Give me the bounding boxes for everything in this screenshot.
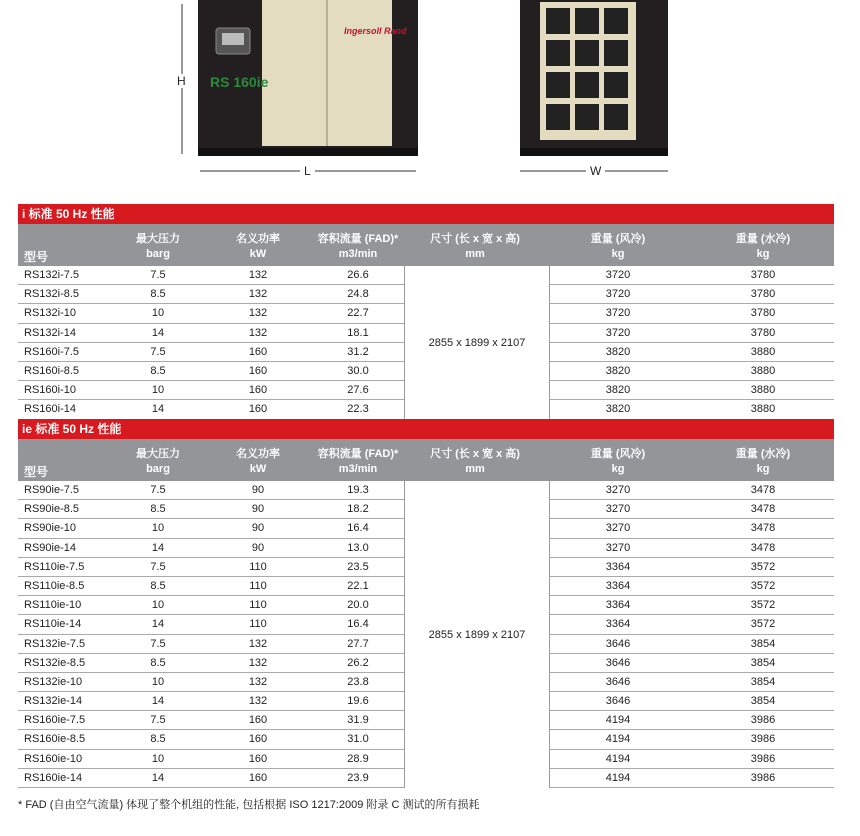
section-ie-title: ie 标准 50 Hz 性能 <box>18 419 834 439</box>
cell-model: RS90ie-10 <box>24 522 76 535</box>
cell-flow: 26.6 <box>347 269 369 281</box>
cell-pressure: 10 <box>151 384 165 397</box>
cell-model: RS132i-8.5 <box>24 288 80 301</box>
cell-power: 160 <box>248 714 268 727</box>
header-pressure-unit: barg <box>146 248 170 260</box>
cell-power: 110 <box>249 560 267 573</box>
cell-pressure: 8.5 <box>150 503 166 516</box>
compressor-drawing <box>0 0 860 200</box>
cell-flow: 20.0 <box>347 599 369 612</box>
header-pressure-unit: barg <box>146 463 170 475</box>
cell-flow: 22.1 <box>347 579 369 592</box>
cell-flow: 31.0 <box>347 733 369 746</box>
cell-flow: 23.5 <box>347 560 369 573</box>
cell-pressure: 7.5 <box>150 345 166 358</box>
cell-pressure: 8.5 <box>150 656 166 669</box>
cell-weight-water: 3572 <box>750 599 776 612</box>
cell-model: RS90ie-14 <box>24 541 76 554</box>
cell-power: 90 <box>251 484 265 496</box>
table-ie-body <box>18 481 834 788</box>
header-dims: 尺寸 (长 x 宽 x 高) <box>430 448 520 460</box>
cell-power: 132 <box>248 637 268 650</box>
cell-pressure: 14 <box>151 403 165 416</box>
header-weight-water: 重量 (水冷) <box>735 448 791 460</box>
header-weight-water-unit: kg <box>756 463 770 475</box>
cell-power: 160 <box>248 752 268 765</box>
cell-pressure: 8.5 <box>150 288 166 301</box>
cell-weight-air: 3364 <box>605 599 631 612</box>
cell-weight-air: 3820 <box>605 384 631 397</box>
model-badge: RS 160ie <box>210 74 269 90</box>
cell-flow: 31.9 <box>347 714 369 727</box>
cell-weight-air: 3820 <box>605 364 631 377</box>
cell-weight-air: 4194 <box>605 714 631 727</box>
cell-model: RS160ie-14 <box>24 771 83 784</box>
cell-flow: 30.0 <box>347 364 369 377</box>
dimension-l-label: L <box>300 164 315 178</box>
cell-power: 160 <box>248 345 268 358</box>
cell-power: 160 <box>248 384 268 397</box>
cell-model: RS132ie-10 <box>24 675 83 688</box>
cell-model: RS132i-7.5 <box>24 269 80 281</box>
cell-flow: 13.0 <box>347 541 369 554</box>
cell-power: 132 <box>248 326 268 339</box>
header-weight-air-unit: kg <box>611 248 625 260</box>
cell-weight-air: 4194 <box>605 771 631 784</box>
cell-weight-air: 3270 <box>605 503 631 516</box>
cell-weight-water: 3780 <box>750 326 776 339</box>
cell-weight-water: 3572 <box>750 618 776 631</box>
header-flow: 容积流量 (FAD)* <box>317 448 399 460</box>
cell-model: RS132i-10 <box>24 307 76 320</box>
cell-power: 110 <box>249 599 267 612</box>
cell-pressure: 7.5 <box>150 714 166 727</box>
cell-flow: 28.9 <box>347 752 369 765</box>
table-ie <box>18 419 834 788</box>
cell-model: RS160i-7.5 <box>24 345 80 358</box>
cell-weight-air: 3646 <box>605 637 631 650</box>
cell-weight-water: 3854 <box>750 637 776 650</box>
cell-model: RS132ie-14 <box>24 695 83 708</box>
cell-flow: 18.1 <box>347 326 369 339</box>
cell-pressure: 14 <box>151 326 165 339</box>
dimensions-cell: 2855 x 1899 x 2107 <box>404 266 550 420</box>
cell-power: 160 <box>248 364 268 377</box>
cell-flow: 16.4 <box>347 522 369 535</box>
dimensions-cell: 2855 x 1899 x 2107 <box>404 481 550 788</box>
cell-weight-water: 3478 <box>750 484 776 496</box>
cell-weight-water: 3478 <box>750 503 776 516</box>
cell-weight-air: 3720 <box>605 307 631 320</box>
table-ie-header <box>18 439 834 481</box>
header-model: 型号 <box>24 465 49 479</box>
cell-model: RS90ie-7.5 <box>24 484 80 496</box>
cell-flow: 22.7 <box>347 307 369 320</box>
cell-weight-air: 3364 <box>605 618 631 631</box>
cell-flow: 22.3 <box>347 403 369 416</box>
table-i <box>18 204 834 420</box>
cell-flow: 23.9 <box>347 771 369 784</box>
cell-flow: 27.6 <box>347 384 369 397</box>
footnote: * FAD (自由空气流量) 体现了整个机组的性能, 包括根据 ISO 1217:2009 附录 C 测试的所有损耗 <box>18 799 480 811</box>
cell-model: RS160i-14 <box>24 403 76 416</box>
cell-model: RS160ie-7.5 <box>24 714 86 727</box>
section-i-title: i 标准 50 Hz 性能 <box>18 204 834 224</box>
dimension-h-label: H <box>177 74 186 88</box>
cell-power: 160 <box>248 403 268 416</box>
cell-power: 132 <box>248 656 268 669</box>
cell-weight-water: 3572 <box>750 560 776 573</box>
header-power-unit: kW <box>249 248 267 260</box>
header-weight-water: 重量 (水冷) <box>735 233 791 245</box>
cell-power: 90 <box>251 522 265 535</box>
header-dims-unit: mm <box>465 463 485 475</box>
cell-pressure: 10 <box>151 307 165 320</box>
cell-model: RS110ie-10 <box>24 599 82 612</box>
cell-weight-water: 3780 <box>750 307 776 320</box>
cell-pressure: 7.5 <box>150 269 166 281</box>
cell-weight-air: 3820 <box>605 403 631 416</box>
cell-weight-water: 3478 <box>750 541 776 554</box>
cell-weight-water: 3986 <box>750 714 776 727</box>
cell-weight-water: 3880 <box>750 384 776 397</box>
cell-power: 132 <box>248 269 268 281</box>
cell-power: 160 <box>248 733 268 746</box>
header-flow-unit: m3/min <box>338 248 378 260</box>
header-dims: 尺寸 (长 x 宽 x 高) <box>430 233 520 245</box>
cell-flow: 31.2 <box>347 345 369 358</box>
cell-model: RS132i-14 <box>24 326 76 339</box>
header-weight-air: 重量 (风冷) <box>590 448 646 460</box>
header-pressure: 最大压力 <box>136 233 180 245</box>
cell-weight-water: 3854 <box>750 656 776 669</box>
cell-pressure: 10 <box>151 522 165 535</box>
cell-pressure: 7.5 <box>150 637 166 650</box>
cell-pressure: 8.5 <box>150 364 166 377</box>
cell-pressure: 10 <box>151 752 165 765</box>
header-model: 型号 <box>24 250 49 264</box>
cell-model: RS110ie-7.5 <box>24 560 85 573</box>
dimension-w-label: W <box>586 164 605 178</box>
cell-weight-air: 3270 <box>605 484 631 496</box>
cell-weight-water: 3780 <box>750 269 776 281</box>
cell-weight-water: 3854 <box>750 695 776 708</box>
cell-weight-air: 3270 <box>605 522 631 535</box>
cell-weight-air: 3646 <box>605 695 631 708</box>
cell-weight-water: 3854 <box>750 675 776 688</box>
cell-weight-water: 3780 <box>750 288 776 301</box>
header-flow-unit: m3/min <box>338 463 378 475</box>
cell-model: RS110ie-8.5 <box>24 579 85 592</box>
cell-model: RS90ie-8.5 <box>24 503 80 516</box>
cell-weight-water: 3986 <box>750 733 776 746</box>
cell-model: RS160i-10 <box>24 384 76 397</box>
product-figure <box>0 0 860 200</box>
cell-weight-water: 3880 <box>750 364 776 377</box>
cell-model: RS160i-8.5 <box>24 364 80 377</box>
cell-flow: 24.8 <box>347 288 369 301</box>
cell-flow: 18.2 <box>347 503 369 516</box>
cell-pressure: 14 <box>151 618 165 631</box>
cell-pressure: 7.5 <box>150 484 166 496</box>
header-dims-unit: mm <box>465 248 485 260</box>
cell-weight-water: 3880 <box>750 345 776 358</box>
brand-logo: Ingersoll Rand <box>344 26 407 36</box>
cell-weight-water: 3880 <box>750 403 776 416</box>
cell-weight-air: 3646 <box>605 656 631 669</box>
cell-weight-water: 3986 <box>750 752 776 765</box>
cell-flow: 27.7 <box>347 637 369 650</box>
cell-pressure: 8.5 <box>150 733 166 746</box>
cell-weight-water: 3986 <box>750 771 776 784</box>
cell-weight-air: 3646 <box>605 675 631 688</box>
cell-pressure: 14 <box>151 771 165 784</box>
cell-weight-air: 3720 <box>605 269 631 281</box>
cell-pressure: 14 <box>151 695 165 708</box>
cell-flow: 23.8 <box>347 675 369 688</box>
cell-weight-air: 4194 <box>605 752 631 765</box>
cell-power: 132 <box>248 288 268 301</box>
cell-power: 90 <box>251 503 265 516</box>
header-power: 名义功率 <box>236 233 280 245</box>
header-flow: 容积流量 (FAD)* <box>317 233 399 245</box>
cell-flow: 19.6 <box>347 695 369 708</box>
cell-pressure: 10 <box>151 599 165 612</box>
cell-weight-air: 3720 <box>605 326 631 339</box>
cell-pressure: 10 <box>151 675 165 688</box>
cell-power: 132 <box>248 675 268 688</box>
cell-model: RS132ie-8.5 <box>24 656 86 669</box>
cell-model: RS160ie-10 <box>24 752 83 765</box>
cell-weight-air: 3364 <box>605 560 631 573</box>
cell-model: RS110ie-14 <box>24 618 82 631</box>
cell-power: 110 <box>249 618 267 631</box>
cell-weight-air: 3720 <box>605 288 631 301</box>
header-power-unit: kW <box>249 463 267 475</box>
header-weight-air: 重量 (风冷) <box>590 233 646 245</box>
cell-flow: 16.4 <box>347 618 369 631</box>
table-i-header <box>18 224 834 266</box>
cell-pressure: 8.5 <box>150 579 166 592</box>
header-weight-water-unit: kg <box>756 248 770 260</box>
cell-power: 132 <box>248 695 268 708</box>
cell-power: 90 <box>251 541 265 554</box>
cell-weight-water: 3478 <box>750 522 776 535</box>
cell-flow: 26.2 <box>347 656 369 669</box>
cell-weight-air: 3364 <box>605 579 631 592</box>
header-power: 名义功率 <box>236 448 280 460</box>
cell-weight-air: 3270 <box>605 541 631 554</box>
cell-power: 110 <box>249 579 267 592</box>
cell-power: 132 <box>248 307 268 320</box>
cell-pressure: 14 <box>151 541 165 554</box>
cell-flow: 19.3 <box>347 484 369 496</box>
cell-weight-water: 3572 <box>750 579 776 592</box>
cell-model: RS160ie-8.5 <box>24 733 86 746</box>
table-i-body <box>18 266 834 420</box>
cell-model: RS132ie-7.5 <box>24 637 86 650</box>
cell-power: 160 <box>248 771 268 784</box>
header-weight-air-unit: kg <box>611 463 625 475</box>
header-pressure: 最大压力 <box>136 448 180 460</box>
cell-weight-air: 3820 <box>605 345 631 358</box>
cell-pressure: 7.5 <box>150 560 166 573</box>
cell-weight-air: 4194 <box>605 733 631 746</box>
